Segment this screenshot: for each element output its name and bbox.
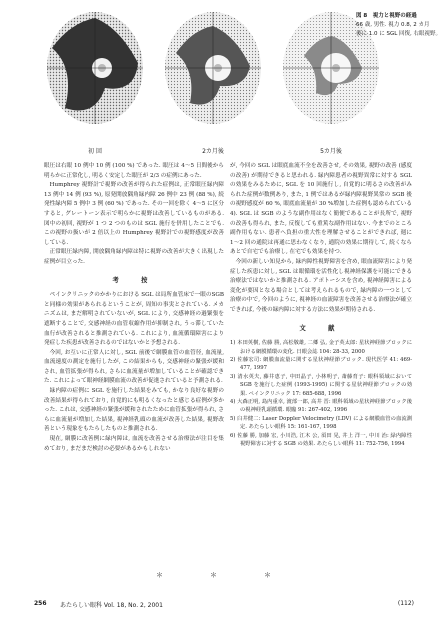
reference-item: 5) 臼井健二: Laser Doppler Velocimetry (LDV) による網膜血管の血流測定. あたらしい眼科 15: 161-167, 1998: [230, 415, 412, 431]
reference-list: [230, 339, 412, 448]
paragraph: 眼圧は右眼 10 例中 10 例 (100 %) であった. 眼圧は 4〜5 日間後から明らかに正常化し, 明るく安定した眼圧が 2/3 の症例にあった.: [44, 163, 224, 179]
paragraph: ペインクリニックのかかりにおける SGL は局所血管床で一眼のSGB と同様の効果があられるということが, 周知の事実とされている. メカニズムは, まだ解明されていないが, SGL により, 交感神経の過緊張を遮断することで, 交感神経の血管収縮作用が抑制され, うっ滞していた血行が改善されると推測されている. これにより, 血流循環障害により発症した疾患が改善されるのではないかと予想される.: [44, 292, 224, 347]
figure-label-5-months: 5カ月後: [320, 148, 342, 155]
figure-label-2-months: 2カ月後: [202, 148, 224, 155]
journal-citation: あたらしい眼科 Vol. 18, No. 2, 2001: [60, 602, 163, 609]
right-column: [230, 162, 412, 448]
figure-label-initial: 初 回: [88, 148, 102, 155]
reference-item: 4) 大森正明, 島内重幸, 渡部一郎, 高井 晋: 眼科領域の星状神経節ブロック後の視神経乳頭循環. 眼臨 91: 267-402, 1996: [230, 398, 412, 414]
paragraph: 緑内障の症例に SGL を施行した結果をみても, かなり良好な視野の改善結果が得られており, 自覚的にも明るくなったと感じる症例が多かった. これは, 交感神経の緊張が緩和されたために血管拡張が得られ, さらに血流量が増加した結果, 視神経乳頭の血流が改善した結果, 視野改善という現象をもたらしたものと推測される.: [44, 388, 224, 433]
reference-item: 2) 佐藤宏司: 網膜血流量に関する星状神経節ブロック. 現代医学 41: 469-477, 1997: [230, 356, 412, 372]
paragraph: 今回, お互いに正常人に対し, SGL 前後で網膜血管の血管径, 血流量, 血流速度の測定を施行したが, この結果からも, 交感神経の緊張が緩和され, 血管拡張が得られ, さらに血流量が増加していることが確認できた. これによって眼神経網膜血流の改善が促進されていると予測される.: [44, 349, 224, 385]
section-divider: ＊ ＊ ＊: [156, 571, 291, 579]
figure-caption: [356, 12, 442, 39]
section-heading-discussion: 考 按: [112, 276, 156, 284]
reference-item: 1) 本田英樹, 佐藤 勝, 高松敬雄, 二郷 弘, 金子英太郎: 星状神経節ブロックにおける網膜循環の変化. 日眼会誌 104: 28-33, 2000: [230, 340, 412, 355]
paragraph: 正常眼圧緑内障, 開放隅角緑内障は特に視野の改善が大きく出現した症例が目立った.: [44, 249, 224, 265]
figure-caption-line: 後に 1.0 に SGL 回復, 右眼視野。: [356, 31, 442, 37]
left-column: [44, 162, 224, 454]
page-footer: [34, 600, 414, 610]
paragraph: 現在, 網膜に改善例に緑内障は, 血流を改善させる治療法が注目を集めており, まだまだ検討の必要があるかもしれない: [44, 436, 224, 452]
figure-caption-line: 66 歳, 男性. 視力 0.8, 2 カ月: [356, 22, 430, 28]
page-number: 256: [34, 600, 47, 607]
paragraph: 今回の新しい知見から, 緑内障性視野障害を含め, 眼血流障害により発症した疾患に対し, SGL は眼循環を活性化し視神経保護を可能にできる治療法ではないかと推測される. アポトーシスを含め, 視神経障害による変化が要因となる場合としては考えられるもので, 緑内障の一つとして治療の中で, 今回のように, 視神経の血流障害を改善させる治療法が確立できれば, 今後の緑内障に対する方法に効果が期待される.: [230, 258, 412, 313]
reference-item: 6) 佐藤 勝, 加藤 宏, 小川浩, 江木 公, 須田 晃, 井上 洋一, 中川 治: 緑内障性視野障害に対する SGB の効果. あたらしい眼科 11: 752-756, 1994: [230, 432, 412, 447]
internal-page-index: (112): [397, 600, 414, 607]
reference-item: 3) 清水英夫, 藤井恵子, 中田晶子, 小林明子, 斎藤育子: 眼科領域において SGB を施行した症例 (1993-1995) に関する星状神経節ブロックの効果. ペインクリニック 17: 685-688, 1996: [230, 373, 412, 397]
figure-caption-title: 図 8 視力と視野の経過: [356, 13, 417, 19]
paragraph: が, 今回の SGL は眼底血流不全を改善させ, その効果, 視野の改善 (感度の改善) が期待できると思われる. 緑内障患者の視野異常に対する SGL の効果をみるために, SGL を 10 回施行し, 自覚的に明るさの改善がみられた症例が数例あり, また, 1 例ではあるが緑内障視野異常の SGB 後の視野感度が 60 %, 眼底血流量が 30 %増加した症例も認められている4). SGL は SGB のような副作用はなく簡便であることが長所で, 視野の改善も得られ, また, 反復しても重篤な副作用はない. 今までのところ副作用もない. 患者へ負担の重大性を理解させることができれば, 週に 1〜2 回の通院は再通に思わなくなり, 通院の効果に期待して, 続くならあとで自宅でも治療し, 在宅でも効果を持つ.: [230, 163, 412, 256]
paragraph: Humphrey 視野計で視野の改善が得られた症例は, 正常眼圧緑内障 13 例中 14 例 (93 %), 原発開放隅角緑内障 26 例中 23 例 (88 %), 続発性緑内障 5 例中 3 例 (60 %) であった. その一回を除く 4〜5 に区分すると, グレートーン表示で明らかに視野は改善しているものがある. 図中の初回, 視野が 1 つ 2 つのものは SGL 施行を併用したことでも. この視野の扱いが 2 倍以上の Humphrey 視野計での視野感度が改善している.: [44, 182, 224, 246]
visual-field-plot-initial: [40, 8, 150, 138]
visual-field-plot-2-months: [158, 8, 268, 138]
section-heading-references: 文 献: [299, 324, 343, 332]
